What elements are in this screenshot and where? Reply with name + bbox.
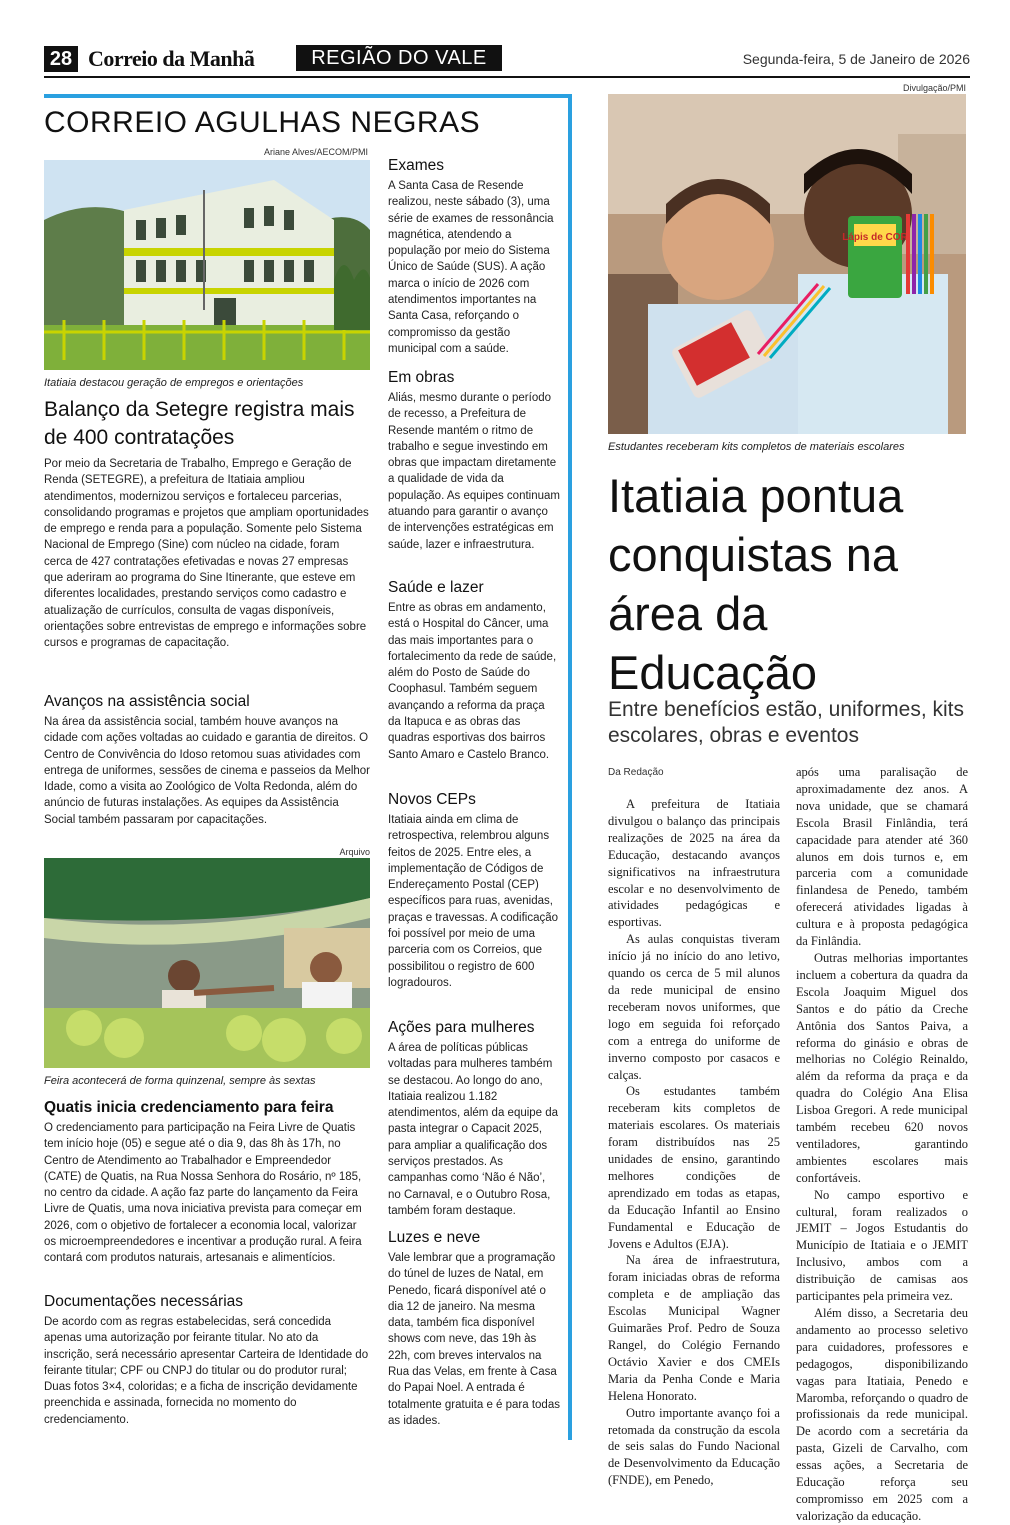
market-photo — [44, 858, 370, 1068]
note-heading: Exames — [388, 157, 444, 174]
note-text: A área de políticas públicas voltadas para mulheres também se destacou. Ao longo do ano, Itatiaia realizou 1.182 atendimentos, além da equipe da pasta integrar o Capacit 2025, para ampliar a qualificação dos serviços prestados. As campanhas como ‘Não é Não’, no Carnaval, e o Outubro Rosa, também foram destaque. — [388, 1042, 559, 1217]
story-body: Na área da assistência social, também houve avanços na cidade com ações voltadas ao cuidado e garantia de direitos. O Centro de Convivência do Idoso retomou suas atividades com entrega de uniformes, sessões de cinema e passeios da Melhor Idade, como a visita ao Zoológico de Volta Redonda, além do anúncio de futuras instalações. As equipes da Assistência Social também passaram por capacitações. — [44, 716, 371, 826]
byline: Da Redação — [608, 767, 664, 778]
article-paragraph: Os estudantes também receberam kits completos de materiais escolares. Os materiais foram distribuídos nas 25 unidades de ensino, garantindo melhores condições de aprendizado em todas as etapas, da Educação Infantil ao Ensino Fundamental e Educação de Jovens e Adultos (EJA). — [608, 1084, 780, 1251]
photo-credit: Arquivo — [339, 847, 370, 857]
article-paragraph: Outras melhorias importantes incluem a cobertura da quadra da Escola Joaquim Miguel dos Santos e do pátio da Creche Antônia dos Santos Paiva, a reforma do ginásio e obras de melhorias no Colégio Reinaldo, além da reforma da praça e da quadra do Colégio Ana Elisa Lisboa Gregori. A rede municipal também recebeu 620 novos ventiladores, garantindo ambientes escolares mais confortáveis. — [796, 950, 968, 1185]
header-date: Segunda-feira, 5 de Janeiro de 2026 — [742, 51, 970, 67]
photo-credit: Divulgação/PMI — [902, 83, 966, 93]
photo-credit: Ariane Alves/AECOM/PMI — [263, 147, 368, 157]
section-box-right-border — [568, 94, 572, 1440]
header-rule — [44, 76, 970, 78]
story-body: Por meio da Secretaria de Trabalho, Emprego e Geração de Renda (SETEGRE), a prefeitura de Itatiaia ampliou atendimentos, modernizou serviços e fortaleceu parcerias, consolidando programas e projetos que ampliam oportunidades de emprego e renda para a população. Somente pelo Sistema Nacional de Emprego (Sine) com núcleo na cidade, foram cerca de 427 contratações efetivadas e novas 27 empresas que aderiram ao programa do Sine Itinerante, que esteve em diferentes localidades, prestando serviços como cadastro e atualização de currículos, consulta de vagas disponíveis, orientações sobre entrevistas de emprego e informações sobre cursos e programas de capacitação. — [44, 458, 369, 650]
photo-caption: Estudantes receberam kits completos de materiais escolares — [608, 441, 905, 453]
article-column-2 — [796, 764, 968, 1525]
note-heading: Saúde e lazer — [388, 579, 484, 596]
note-heading: Ações para mulheres — [388, 1019, 535, 1036]
building-photo — [44, 160, 370, 370]
story-subhead: Avanços na assistência social — [44, 693, 250, 710]
colored-pencil-box-label: Lápis de COR — [842, 232, 908, 243]
photo-caption: Itatiaia destacou geração de empregos e orientações — [44, 377, 304, 389]
article-paragraph: A prefeitura de Itatiaia divulgou o balanço das principais realizações de 2025 na área da Educação, destacando avanços significativos na infraestrutura escolar e no desenvolvimento de atividades pedagógicas e esportivas. — [608, 797, 780, 930]
page-number: 28 — [44, 46, 78, 72]
section-label: REGIÃO DO VALE — [296, 45, 502, 71]
article-paragraph: após uma paralisação de aproximadamente dez anos. A nova unidade, que se chamará Escola Brasil Finlândia, terá capacidade para atender até 360 alunos em dois turnos e, em parceria com a comunidade finlandesa de Penedo, também oferecerá atividades ligadas à cultura e à proposta pedagógica da Finlândia. — [796, 765, 968, 949]
story-body: O credenciamento para participação na Feira Livre de Quatis tem início hoje (05) e segue até o dia 9, das 8h às 17h, no Centro de Atendimento ao Trabalhador e Empreendedor (CATE) de Quatis, na Rua Nossa Senhora do Rosário, nº 185, no centro da cidade. A ação faz parte do lançamento da Feira Livre de Quatis, uma nova iniciativa prevista para começar em 2026, com o objetivo de fortalecer a economia local, valorizar os microempreendedores e incentivar a produção rural. A feira contará com produtos naturais, artesanais e alimentícios. — [44, 1122, 362, 1265]
note-text: A Santa Casa de Resende realizou, neste sábado (3), uma série de exames de ressonância magnética, atendendo a população por meio do Sistema Único de Saúde (SUS). A ação marca o início de 2026 com atendimentos importantes na Santa Casa, reforçando o compromisso da gestão municipal com a saúde. — [388, 180, 554, 355]
story-headline: Balanço da Setegre registra mais de 400 contratações — [44, 398, 355, 449]
note-heading: Em obras — [388, 369, 455, 386]
note-text: Vale lembrar que a programação do túnel de luzes de Natal, em Penedo, ficará disponível até o dia 12 de janeiro. Na mesma data, também fica disponível shows com neve, das 19h às 22h, com breves intervalos na Rua das Velas, em frente à Casa do Papai Noel. A entrada é totalmente gratuita e é para todas as idades. — [388, 1252, 560, 1427]
page-header — [44, 44, 970, 74]
main-subtitle: Entre benefícios estão, uniformes, kits escolares, obras e eventos — [608, 698, 965, 747]
photo-caption: Feira acontecerá de forma quinzenal, sempre às sextas — [44, 1075, 316, 1087]
story-body: De acordo com as regras estabelecidas, será concedida apenas uma autorização por feirante titular. No ato da inscrição, será necessário apresentar Carteira de Identidade do feirante titular; CPF ou CNPJ do titular ou do produtor rural; Duas fotos 3×4, coloridas; e a ficha de inscrição devidamente preenchida e assinada, fornecida no momento do credenciamento. — [44, 1316, 369, 1426]
article-paragraph: Outro importante avanço foi a retomada da construção da escola de seis salas do Fundo Nacional de Desenvolvimento da Educação (FNDE), em Penedo, — [608, 1405, 780, 1488]
story-headline: Quatis inicia credenciamento para feira — [44, 1099, 334, 1116]
note-text: Entre as obras em andamento, está o Hospital do Câncer, uma das mais importantes para o fortalecimento da rede de saúde, além do Posto de Saúde do Coophasul. Também seguem avançando a reforma da praça da Itapuca e as obras das quadras esportivas dos bairros Santo Amaro e Castelo Branco. — [388, 602, 557, 761]
note-heading: Novos CEPs — [388, 791, 476, 808]
article-paragraph: Além disso, a Secretaria deu andamento ao processo seletivo para cuidadores, professores e pedagogos, disponibilizando vagas para Itatiaia, Penedo e Maromba, reforçando o quadro de profissionais da rede municipal. De acordo com a secretária da pasta, Gizeli de Carvalho, com essas ações, a Secretaria de Educação reforça seu compromisso em 2025 com a valorização da educação. — [796, 1306, 968, 1523]
story-subhead: Documentações necessárias — [44, 1293, 244, 1310]
article-paragraph: As aulas conquistas tiveram início já no início do ano letivo, quando os cerca de 5 mil alunos da rede municipal de ensino receberam novos uniformes, que logo em seguida foi reforçado com a entrega do uniforme de inverno composto por casacos e calças. — [608, 932, 780, 1082]
section-title: CORREIO AGULHAS NEGRAS — [44, 106, 481, 139]
note-text: Itatiaia ainda em clima de retrospectiva, relembrou alguns feitos de 2025. Entre eles, a implementação de Códigos de Endereçamento Postal (CEP) específicos para ruas, avenidas, praças e travessas. A codificação foi possível por meio de uma parceria com os Correios, que possibilitou o registro de 600 logradouros. — [388, 814, 559, 989]
main-headline: Itatiaia pontua conquistas na área da Educação — [608, 469, 904, 699]
note-text: Aliás, mesmo durante o período de recesso, a Prefeitura de Resende mantém o ritmo de trabalho e segue investindo em obras que impactam diretamente a qualidade de vida da população. As equipes continuam atuando para garantir o avanço de intervenções estratégicas em saúde, lazer e infraestrutura. — [388, 392, 560, 551]
section-box-top-border — [44, 94, 572, 98]
note-heading: Luzes e neve — [388, 1229, 481, 1246]
article-column-1 — [608, 796, 780, 1489]
article-paragraph: Na área de infraestrutura, foram iniciadas obras de reforma completa e de ampliação das Escolas Municipal Wagner Guimarães Prof. Pedro de Souza Rangel, do Colégio Fernando Octávio Xavier e dos CMEIs Maria da Penha Conde e Maria Helena Honorato. — [608, 1253, 780, 1403]
masthead: Correio da Manhã — [88, 46, 255, 71]
article-paragraph: No campo esportivo e cultural, foram realizados o JEMIT – Jogos Estudantis do Município de Itatiaia e o JEMIT Inclusivo, ambos com a distribuição de camisas aos participantes pela primeira vez. — [796, 1187, 968, 1304]
students-photo — [608, 94, 966, 434]
